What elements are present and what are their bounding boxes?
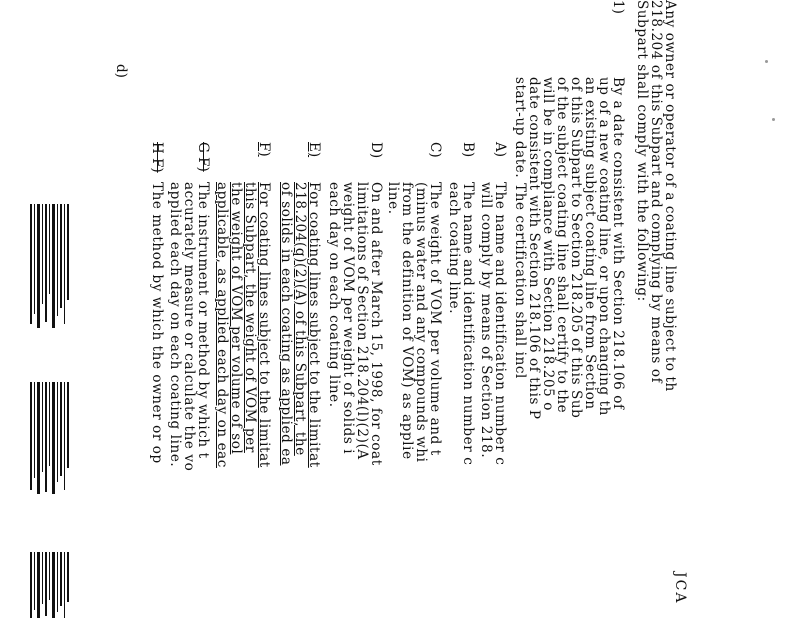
item-1-line-5: of the subject coating line shall certify to the bbox=[554, 77, 570, 414]
barcode-block-1 bbox=[30, 204, 70, 328]
sub-item-line: line. bbox=[385, 182, 401, 215]
intro-line-3: Subpart shall comply with the following: bbox=[634, 0, 650, 302]
sub-item-line: The instrument or method by which t bbox=[195, 182, 211, 459]
sub-item-label: B) bbox=[460, 142, 476, 158]
sub-item-line: of solids in each coating as applied ea bbox=[278, 182, 294, 466]
sub-item-line: limitations of Section 218.204(l)(2)(A bbox=[354, 182, 370, 460]
sub-item-line: For coating lines subject to the limitat bbox=[256, 182, 272, 468]
sub-item-line: 218.204(q)(2)(A) of this Subpart, the bbox=[292, 182, 308, 456]
item-1-line-1: By a date consistent with Section 218.106 of bbox=[610, 77, 626, 410]
sub-item-label: D) bbox=[368, 142, 384, 159]
sub-item-line: weight of VOM per weight of solids i bbox=[340, 182, 356, 455]
intro-line-2: 218.204 of this Subpart and complying by means of bbox=[648, 0, 664, 384]
item-1-label: 1) bbox=[610, 0, 626, 14]
sub-item-label: C) bbox=[427, 142, 443, 158]
barcode-block-2 bbox=[30, 382, 70, 494]
sub-item-line: will comply by means of Section 218. bbox=[478, 182, 494, 459]
item-1-line-7: date consistent with Section 218.106 of this P bbox=[526, 77, 542, 420]
item-1-line-8: start-up date. The certification shall incl bbox=[512, 77, 528, 379]
sub-item-line: For coating lines subject to the limitat bbox=[306, 182, 322, 468]
page-header: JCA bbox=[672, 572, 688, 605]
intro-line-1: Any owner or operator of a coating line subject to th bbox=[662, 0, 678, 392]
sub-item-line: the weight of VOM per volume of sol bbox=[228, 182, 244, 455]
sub-item-line: On and after March 15, 1998, for coat bbox=[368, 182, 384, 466]
scan-speck bbox=[772, 118, 775, 121]
scan-speck bbox=[765, 60, 768, 63]
item-d-label: d) bbox=[113, 64, 129, 78]
sub-item-line: this Subpart, the weight of VOM per bbox=[242, 182, 258, 453]
item-1-line-4: of this Subpart to Section 218.205 of this Sub bbox=[568, 77, 584, 419]
sub-item-line: The name and identification number c bbox=[460, 182, 476, 466]
item-1-line-3: an existing subject coating line from Section bbox=[582, 77, 598, 410]
sub-item-line: accurately measure or calculate the vo bbox=[181, 182, 197, 472]
sub-item-label: E) bbox=[306, 142, 322, 158]
sub-item-line: The weight of VOM per volume and t bbox=[427, 182, 443, 456]
sub-item-label: G F) bbox=[195, 142, 211, 172]
sub-item-label: F) bbox=[256, 142, 272, 157]
sub-item-line: applied each day on each coating line. bbox=[167, 182, 183, 468]
sub-item-line: The method by which the owner or op bbox=[149, 182, 165, 464]
sub-item-label: A) bbox=[492, 142, 508, 158]
sub-item-line: each coating line. bbox=[446, 182, 462, 315]
sub-item-line: (minus water and any compounds whi bbox=[413, 182, 429, 463]
sub-item-line: each day on each coating line. bbox=[326, 182, 342, 408]
barcode-block-3 bbox=[30, 552, 70, 618]
sub-item-line: from the definition of VOM) as applie bbox=[399, 182, 415, 460]
item-1-line-6: will be in compliance with Section 218.205 o bbox=[540, 77, 556, 411]
sub-item-line: The name and identification number c bbox=[492, 182, 508, 466]
sub-item-line: applicable, as applied each day on eac bbox=[214, 182, 230, 468]
item-1-line-2: up of a new coating line, or upon changing th bbox=[596, 77, 612, 416]
sub-item-label: H F) bbox=[149, 142, 165, 173]
